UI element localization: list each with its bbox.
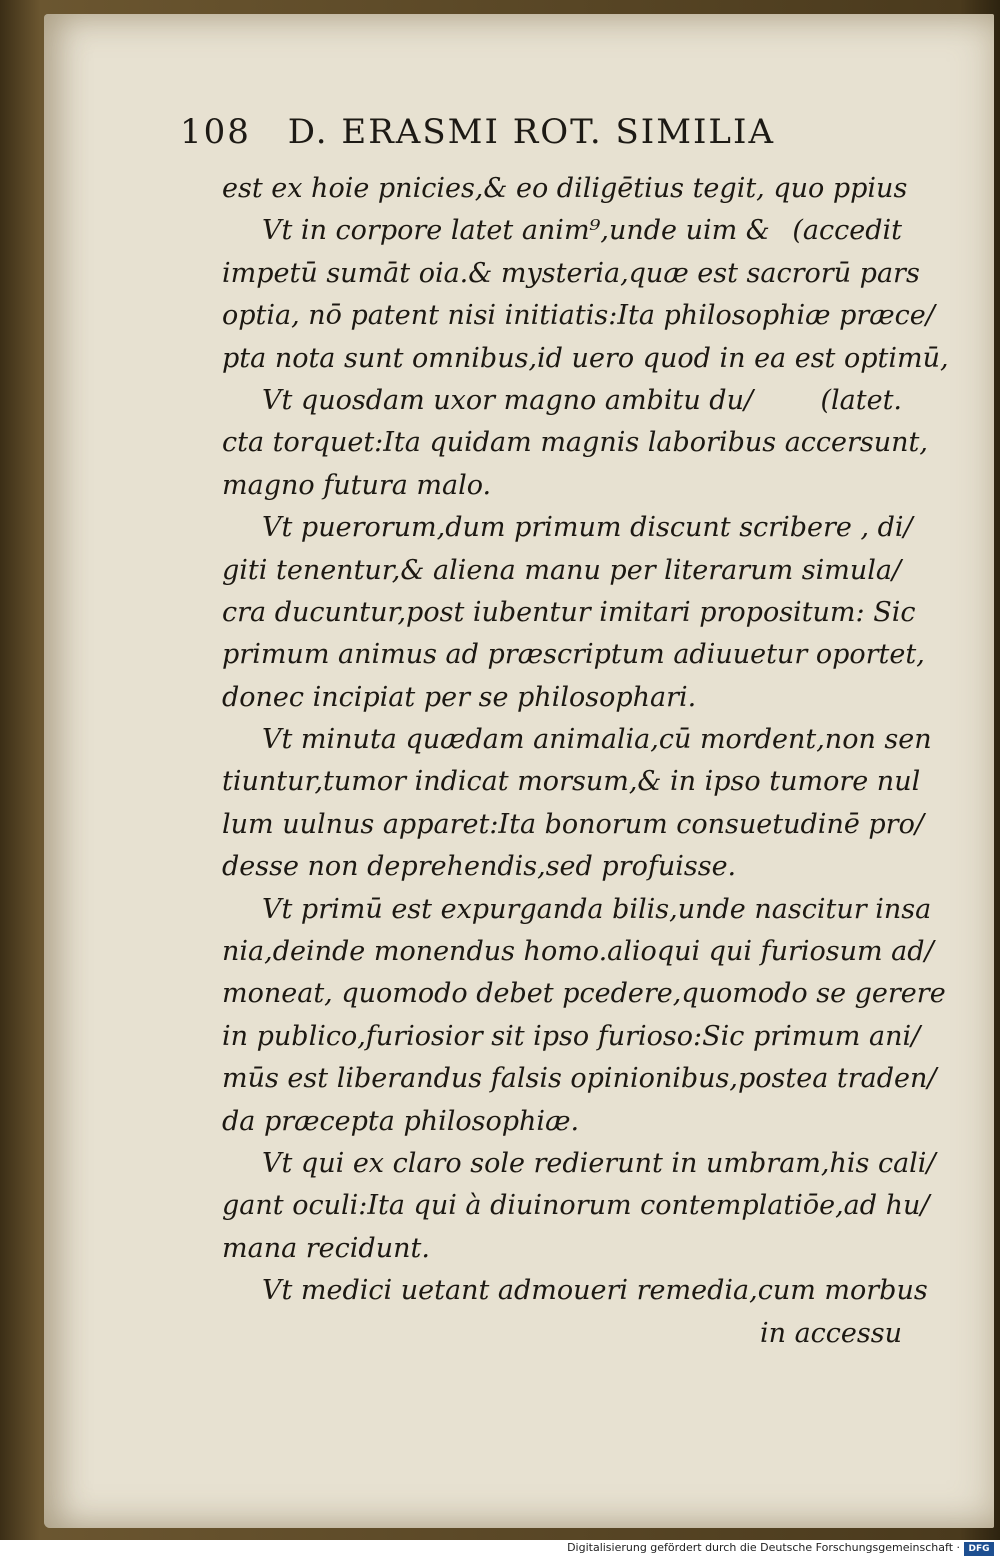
text-line: Vt minuta quædam animalia,cū mordent,non sen [262,724,932,756]
page-number: 108 [180,112,251,152]
text-line: mūs est liberandus falsis opinionibus,postea traden/ [222,1063,937,1095]
text-line: Vt in corpore latet anim⁹,unde uim & (accedit [262,215,902,247]
funding-credit: Digitalisierung gefördert durch die Deutsche Forschungsgemeinschaft · [567,1541,960,1554]
dfg-logo: DFG [964,1542,994,1556]
catchword: in accessu [759,1317,902,1349]
text-line: Vt medici uetant admoueri remedia,cum morbus [262,1275,928,1307]
text-line: tiuntur,tumor indicat morsum,& in ipso tumore nul [222,766,921,798]
text-line: Vt quosdam uxor magno ambitu du/ (latet. [262,384,902,416]
text-line: donec incipiat per se philosophari. [222,681,697,713]
text-line: Vt puerorum,dum primum discunt scribere , di/ [262,512,913,544]
text-line: Vt primū est expurganda bilis,unde nascitur insa [262,893,932,925]
text-line: nia,deinde monendus homo.alioqui qui furiosum ad/ [222,936,934,968]
text-line: gant oculi:Ita qui à diuinorum contemplatiōe,ad hu/ [222,1190,930,1222]
text-line: cta torquet:Ita quidam magnis laboribus accersunt, [222,427,928,459]
text-line: mana recidunt. [222,1232,430,1264]
body-text [222,168,949,1355]
text-line: giti tenentur,& aliena manu per literarum simula/ [222,554,902,586]
text-line: da præcepta philosophiæ. [222,1105,580,1137]
text-line: impetū sumāt oia.& mysteria,quæ est sacrorū pars [222,257,920,289]
text-line: lum uulnus apparet:Ita bonorum consuetudinē pro/ [222,808,924,840]
text-line: primum animus ad præscriptum adiuuetur oportet, [222,639,925,671]
text-line: Vt qui ex claro sole redierunt in umbram,his cali/ [262,1147,936,1179]
footer-bar [0,1540,1000,1558]
text-line: desse non deprehendis,sed profuisse. [222,851,737,883]
text-line: in publico,furiosior sit ipso furioso:Sic primum ani/ [222,1020,921,1052]
text-line: cra ducuntur,post iubentur imitari propositum: Sic [222,596,916,628]
text-line: optia, nō patent nisi initiatis:Ita philosophiæ præce/ [222,300,935,332]
text-line: moneat, quomodo debet pcedere,quomodo se gerere [222,978,946,1010]
running-header [180,112,900,152]
running-title: D. ERASMI ROT. SIMILIA [287,112,775,152]
text-line: pta nota sunt omnibus,id uero quod in ea est optimū, [222,342,949,374]
text-line: magno futura malo. [222,469,492,501]
text-line: est ex hoie pnicies,& eo diligētius tegit, quo ppius [222,173,908,204]
